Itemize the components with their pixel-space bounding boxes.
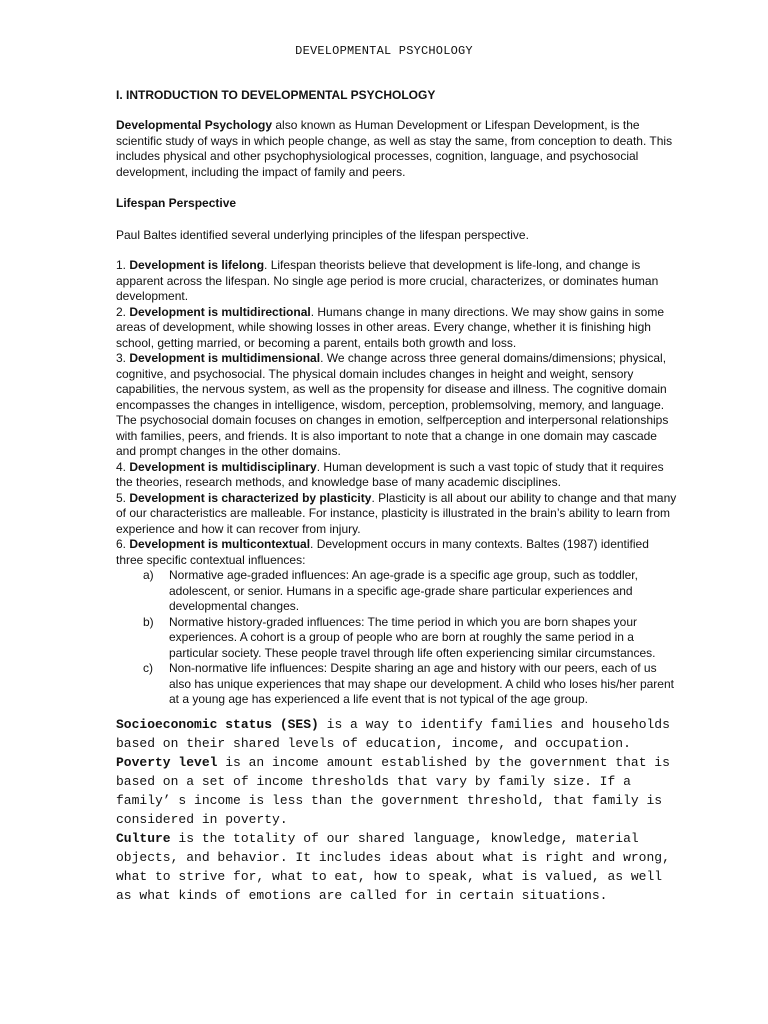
definition-term: Socioeconomic status (SES) (116, 717, 319, 732)
influence-letter: b) (143, 614, 154, 629)
principle-text: . Development occurs in many contexts. Baltes (1987) identified three specific contextual influences: (116, 537, 649, 567)
subheading-lifespan: Lifespan Perspective (116, 196, 237, 210)
definitions-block (116, 715, 676, 905)
principle-term: Development is multidirectional (129, 304, 311, 319)
definition-text: is the totality of our shared language, knowledge, material objects, and behavior. It includes ideas about what is right and wrong, what to strive for, what to eat, how to speak, what is valued, as well as what kinds of emotions are called for in certain situations. (116, 831, 670, 903)
influence-text: Normative history-graded influences: The time period in which you are born shapes your experiences. A cohort is a group of people who are born at roughly the same period in a particular society. These people travel through life often experiencing similar circumstances. (169, 614, 656, 660)
principle-term: Development is multicontextual (129, 537, 311, 551)
principle-item (116, 305, 678, 352)
principle-text: . Plasticity is all about our ability to change and that many of our characteristics are malleable. For instance, plasticity is illustrated in the brain’s ability to learn from experience and how it can recover from injury. (116, 490, 677, 536)
baltes-intro: Paul Baltes identified several underlying principles of the lifespan perspective. (116, 228, 529, 242)
influence-text: Non-normative life influences: Despite sharing an age and history with our peers, each of us also has unique experiences that may shape our development. A child who loses his/her parent at a young age has experienced a life event that is not typical of the age group. (169, 661, 674, 706)
definition-text: is a way to identify families and households based on their shared levels of education, income, and occupation. (116, 717, 670, 751)
definition-term: Culture (116, 831, 171, 846)
principle-term: Development is multidimensional (129, 351, 321, 365)
influence-letter: c) (143, 661, 153, 675)
definition-paragraph (116, 829, 676, 905)
principle-number: 2. (116, 304, 130, 319)
principle-number: 4. (116, 459, 130, 474)
document-title: DEVELOPMENTAL PSYCHOLOGY (295, 44, 473, 58)
principles-list (116, 258, 678, 708)
principle-number: 1. (116, 258, 130, 272)
influence-item (116, 661, 678, 708)
principle-item (116, 351, 678, 460)
definition-paragraph (116, 715, 676, 753)
principle-item (116, 491, 678, 538)
section-heading: I. INTRODUCTION TO DEVELOPMENTAL PSYCHOLOGY (116, 88, 436, 102)
influence-text: Normative age-graded influences: An age-grade is a specific age group, such as toddler, adolescent, or senior. Humans in a specific age-grade share particular experiences and developmental changes. (169, 568, 638, 613)
principle-number: 6. (116, 537, 130, 551)
principle-term: Development is characterized by plasticity (129, 490, 372, 505)
definition-term: Poverty level (116, 755, 218, 770)
intro-term: Developmental Psychology (116, 118, 273, 132)
principle-text: . Humans change in many directions. We may show gains in some areas of development, while showing losses in other areas. Every change, whether it is finishing high school, getting married, or becoming a parent, entails both growth and loss. (116, 304, 664, 350)
intro-paragraph (116, 118, 678, 180)
principle-text: . Human development is such a vast topic of study that it requires the theories, research methods, and knowledge base of many academic disciplines. (116, 459, 664, 489)
influence-letter: a) (143, 568, 154, 582)
principle-term: Development is lifelong (129, 258, 265, 272)
principle-item (116, 258, 678, 305)
principle-item (116, 460, 678, 491)
principle-text: . Lifespan theorists believe that development is life-long, and change is apparent across the lifespan. No single age period is more crucial, characterizes, or dominates human development. (116, 258, 659, 303)
intro-text: also known as Human Development or Lifespan Development, is the scientific study of ways in which people change, as well as stay the same, from conception to death. This includes physical and other psychophysiological processes, cognition, language, and psychosocial development, including the impact of family and peers. (116, 118, 673, 179)
principle-text: . We change across three general domains/dimensions; physical, cognitive, and psychosocial. The physical domain includes changes in height and weight, sensory capabilities, the nervous system, as well as the propensity for disease and illness. The cognitive domain encompasses the changes in intelligence, wisdom, perception, problemsolving, memory, and language. The psychosocial domain focuses on changes in emotion, selfperception and interpersonal relationships with families, peers, and friends. It is also important to note that a change in one domain may cascade and prompt changes in the other domains. (116, 351, 669, 458)
influence-item (116, 568, 678, 615)
principle-term: Development is multidisciplinary (129, 459, 317, 474)
contextual-influences-list (116, 568, 678, 708)
influence-item (116, 615, 678, 662)
principle-number: 3. (116, 351, 130, 365)
principle-number: 5. (116, 490, 130, 505)
definition-text: is an income amount established by the government that is based on a set of income thresholds that vary by family size. If a family’ s income is less than the government threshold, that family is considered in poverty. (116, 755, 670, 827)
principle-item (116, 537, 678, 568)
definition-paragraph (116, 753, 676, 829)
